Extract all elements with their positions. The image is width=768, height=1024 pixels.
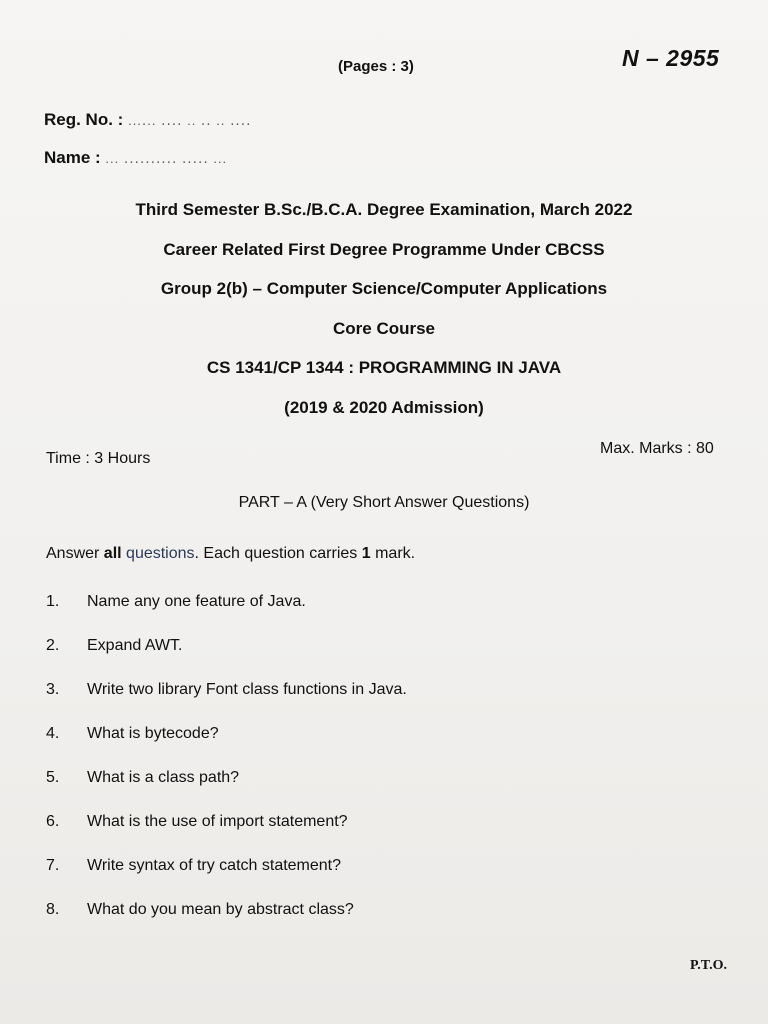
instr-pre: Answer xyxy=(46,545,104,562)
part-a-instructions xyxy=(46,545,415,563)
question-text: Write syntax of try catch statement? xyxy=(87,857,342,874)
question-text: What do you mean by abstract class? xyxy=(87,901,354,918)
question-text: Expand AWT. xyxy=(87,637,183,654)
instr-post: . Each question carries xyxy=(194,545,362,562)
max-marks: Max. Marks : 80 xyxy=(600,440,714,457)
question-number: 4. xyxy=(46,725,60,742)
group-title: Group 2(b) – Computer Science/Computer Applications xyxy=(160,279,608,298)
programme-title: Career Related First Degree Programme Under CBCSS xyxy=(163,240,605,259)
course-type: Core Course xyxy=(332,319,436,338)
name-label: Name : xyxy=(44,148,101,167)
course-title: CS 1341/CP 1344 : PROGRAMMING IN JAVA xyxy=(206,358,562,377)
question-number: 3. xyxy=(46,681,60,698)
reg-no-field xyxy=(44,110,251,130)
paper-code: N – 2955 xyxy=(622,45,720,71)
question-item xyxy=(46,593,306,611)
question-item xyxy=(46,769,239,787)
question-number: 2. xyxy=(46,637,60,654)
pto-marker: P.T.O. xyxy=(690,958,727,973)
question-text: What is a class path? xyxy=(87,769,240,786)
instr-bold: all xyxy=(103,545,122,562)
question-text: Name any one feature of Java. xyxy=(87,593,306,610)
exam-title: Third Semester B.Sc./B.C.A. Degree Examination, March 2022 xyxy=(135,200,633,219)
instr-bold2: 1 xyxy=(361,545,371,562)
question-item xyxy=(46,857,341,875)
page-count: (Pages : 3) xyxy=(338,58,414,75)
reg-no-value: ...․.. ․․․․ .. ․․ .. ․․․․ xyxy=(128,113,252,128)
part-a-heading: PART – A (Very Short Answer Questions) xyxy=(238,494,530,511)
time-allowed: Time : 3 Hours xyxy=(46,450,151,467)
question-number: 7. xyxy=(46,857,60,874)
instr-end: mark. xyxy=(370,545,416,562)
reg-no-label: Reg. No. : xyxy=(44,110,124,129)
question-item xyxy=(46,813,348,831)
question-item xyxy=(46,637,182,655)
question-item xyxy=(46,681,407,699)
name-field xyxy=(44,148,227,168)
question-text: Write two library Font class functions in Java. xyxy=(87,681,407,698)
question-item xyxy=(46,725,219,743)
question-number: 8. xyxy=(46,901,60,918)
admission-years: (2019 & 2020 Admission) xyxy=(284,398,484,417)
instr-mid: questions xyxy=(121,545,195,562)
question-number: 5. xyxy=(46,769,60,786)
name-value: ... ․․․․․․․․․․ ․․․․․ ... xyxy=(105,151,228,166)
question-text: What is bytecode? xyxy=(87,725,219,742)
question-number: 1. xyxy=(46,593,60,610)
question-text: What is the use of import statement? xyxy=(87,813,348,830)
question-item xyxy=(46,901,354,919)
question-number: 6. xyxy=(46,813,60,830)
